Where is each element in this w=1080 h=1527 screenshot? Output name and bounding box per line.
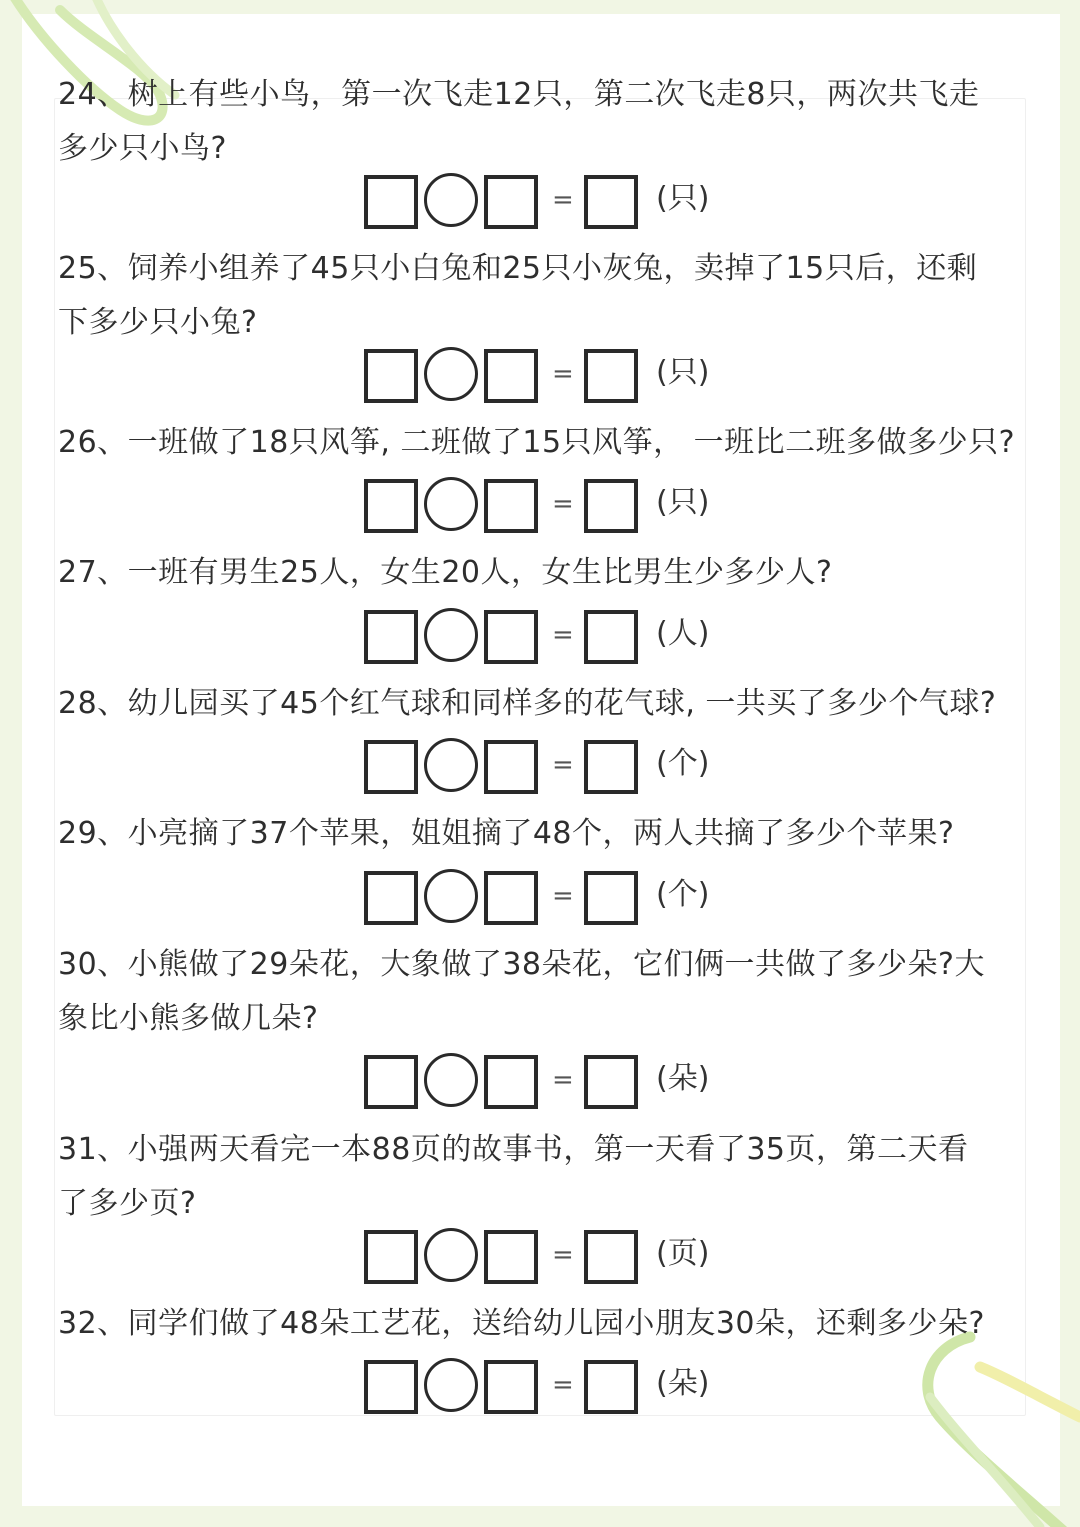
number-box-1[interactable] [364,1360,418,1414]
answer-row-26 [364,477,724,533]
answer-row-31 [364,1228,724,1284]
result-box[interactable] [584,1230,638,1284]
equals-sign: = [552,620,574,650]
number-box-2[interactable] [484,349,538,403]
number-box-1[interactable] [364,740,418,794]
operator-circle[interactable] [424,1228,478,1282]
number-box-2[interactable] [484,1055,538,1109]
result-box[interactable] [584,1055,638,1109]
operator-circle[interactable] [424,738,478,792]
equals-sign: = [552,359,574,389]
result-box[interactable] [584,1360,638,1414]
unit-label: (只) [656,355,710,390]
question-30-text: 30、小熊做了29朵花，大象做了38朵花，它们俩一共做了多少朵?大 象比小熊多做几朵? [58,947,985,1036]
answer-row-29 [364,869,724,925]
operator-circle[interactable] [424,1358,478,1412]
result-box[interactable] [584,175,638,229]
unit-label: (页) [656,1236,710,1271]
result-box[interactable] [584,479,638,533]
equals-sign: = [552,750,574,780]
result-box[interactable] [584,871,638,925]
answer-row-24 [364,173,724,229]
question-26-text: 26、一班做了18只风筝, 二班做了15只风筝， 一班比二班多做多少只? [58,425,1016,460]
unit-label: (朵) [656,1366,710,1401]
answer-row-30 [364,1053,724,1109]
equals-sign: = [552,489,574,519]
answer-row-32 [364,1358,724,1414]
number-box-1[interactable] [364,871,418,925]
operator-circle[interactable] [424,347,478,401]
operator-circle[interactable] [424,608,478,662]
number-box-1[interactable] [364,479,418,533]
question-27-text: 27、一班有男生25人，女生20人，女生比男生少多少人? [58,555,833,590]
result-box[interactable] [584,740,638,794]
question-31-text: 31、小强两天看完一本88页的故事书，第一天看了35页，第二天看 了多少页? [58,1132,969,1221]
operator-circle[interactable] [424,869,478,923]
unit-label: (只) [656,181,710,216]
number-box-1[interactable] [364,610,418,664]
answer-row-25 [364,347,724,403]
unit-label: (个) [656,877,710,912]
equals-sign: = [552,1370,574,1400]
number-box-2[interactable] [484,175,538,229]
number-box-1[interactable] [364,1230,418,1284]
number-box-2[interactable] [484,610,538,664]
result-box[interactable] [584,349,638,403]
question-32-text: 32、同学们做了48朵工艺花，送给幼儿园小朋友30朵，还剩多少朵? [58,1306,985,1341]
number-box-1[interactable] [364,1055,418,1109]
number-box-2[interactable] [484,479,538,533]
question-29-text: 29、小亮摘了37个苹果，姐姐摘了48个，两人共摘了多少个苹果? [58,816,955,851]
question-25-text: 25、饲养小组养了45只小白兔和25只小灰兔，卖掉了15只后，还剩 下多少只小兔? [58,251,978,340]
operator-circle[interactable] [424,173,478,227]
operator-circle[interactable] [424,477,478,531]
question-28-text: 28、幼儿园买了45个红气球和同样多的花气球, 一共买了多少个气球? [58,686,997,721]
number-box-1[interactable] [364,349,418,403]
equals-sign: = [552,1065,574,1095]
equals-sign: = [552,185,574,215]
number-box-2[interactable] [484,871,538,925]
number-box-2[interactable] [484,740,538,794]
answer-row-27 [364,608,724,664]
operator-circle[interactable] [424,1053,478,1107]
question-24-text: 24、树上有些小鸟，第一次飞走12只，第二次飞走8只，两次共飞走 多少只小鸟? [58,77,980,166]
equals-sign: = [552,881,574,911]
unit-label: (个) [656,746,710,781]
number-box-1[interactable] [364,175,418,229]
result-box[interactable] [584,610,638,664]
unit-label: (人) [656,616,710,651]
unit-label: (只) [656,485,710,520]
unit-label: (朵) [656,1061,710,1096]
equals-sign: = [552,1240,574,1270]
answer-row-28 [364,738,724,794]
number-box-2[interactable] [484,1230,538,1284]
number-box-2[interactable] [484,1360,538,1414]
